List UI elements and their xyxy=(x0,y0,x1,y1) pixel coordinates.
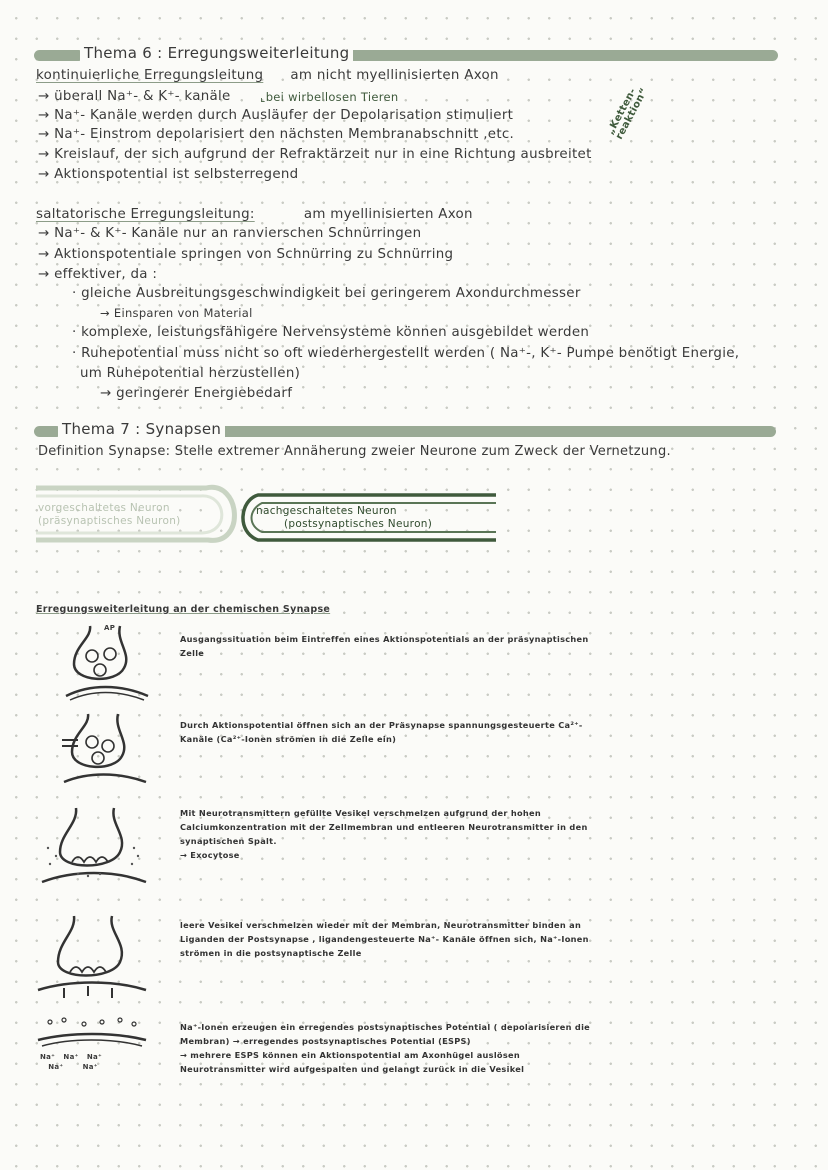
note-hook-icon: ⌞ xyxy=(260,90,266,104)
step5-text: Na⁺-Ionen erzeugen ein erregendes postsynaptisches Potential ( depolarisieren die Membran) → erregendes postsynaptisches Potential (ESPS) → mehrere ESPS können ein Aktionspotential am Axonhügel auslösen Neurotransmitter wird aufgespalten und gelangt zurück in die Vesikel xyxy=(180,1022,591,1074)
post-membrane xyxy=(64,775,146,783)
kont-line1: → überall Na⁺- & K⁺- kanäle xyxy=(38,89,231,104)
ap-label: AP xyxy=(104,624,116,632)
pre-neuron-sub: (präsynaptisches Neuron) xyxy=(38,515,181,527)
pre-neuron-label xyxy=(38,502,181,528)
post-neuron-name: nachgeschaltetes Neuron xyxy=(256,505,397,517)
step2-text: Durch Aktionspotential öffnen sich an der Präsynapse spannungsgesteuerte Ca²⁺-Kanäle (Ca²⁺-Ionen strömen in die Zelle ein) xyxy=(180,720,583,744)
step2-drawing xyxy=(58,712,158,792)
salt-bullet3c: → geringerer Energiebedarf xyxy=(100,386,293,401)
post-membrane-inner xyxy=(70,693,144,701)
post-neuron-label xyxy=(256,505,432,531)
salt-line1: → Na⁺- & K⁺- Kanäle nur an ranvierschen Schnürringen xyxy=(38,226,422,241)
step5-drawing xyxy=(34,1016,150,1056)
post-membrane xyxy=(38,983,146,991)
salt-bullet3b: um Ruhepotential herzustellen) xyxy=(80,366,301,381)
pre-terminal xyxy=(74,626,126,679)
salt-heading: saltatorische Erregungsleitung: xyxy=(36,207,255,222)
salt-heading-line xyxy=(36,207,473,222)
step3-drawing xyxy=(38,804,150,894)
kont-line2: → Na⁺- Kanäle werden durch Ausläufer der Depolarisation stimuliert xyxy=(38,108,514,123)
synapse-definition: Definition Synapse: Stelle extremer Annäherung zweier Neurone zum Zweck der Vernetzung. xyxy=(38,444,671,459)
na-ion: Na⁺ xyxy=(48,1063,64,1071)
na-ion: Na⁺ xyxy=(63,1053,79,1061)
salt-bullet1a: → Einsparen von Material xyxy=(100,306,253,320)
calcium-channel xyxy=(62,740,78,746)
vesicle xyxy=(102,740,114,752)
na-ion: Na⁺ xyxy=(82,1063,98,1071)
step3-text: Mit Neurotransmittern gefüllte Vesikel verschmelzen aufgrund der hohen Calciumkonzentration mit der Zellmembran und entleeren Neurotransmitter in den synaptischen Spalt. → Exocytose xyxy=(180,808,588,860)
merged-vesicles xyxy=(70,967,106,972)
kont-heading-line xyxy=(36,68,499,83)
post-neuron-sub: (postsynaptisches Neuron) xyxy=(284,518,433,530)
step4-text: leere Vesikel verschmelzen wieder mit der Membran, Neurotransmitter binden an Liganden der Postsynapse , ligandengesteuerte Na⁺- Kanäle öffnen sich, Na⁺-Ionen strömen in die postsynaptische Zelle xyxy=(180,920,589,958)
na-ion: Na⁺ xyxy=(86,1053,102,1061)
vesicle xyxy=(94,664,106,676)
salt-line2: → Aktionspotentiale springen von Schnürring zu Schnürring xyxy=(38,247,454,262)
step4-drawing xyxy=(34,912,150,1008)
kont-line5: → Aktionspotential ist selbsterregend xyxy=(38,167,299,182)
salt-bullet2: · komplexe, leistungsfähigere Nervensysteme können ausgebildet werden xyxy=(72,325,590,340)
kont-heading: kontinuierliche Erregungsleitung xyxy=(36,68,264,83)
vesicle xyxy=(86,736,98,748)
neurotransmitter-dots xyxy=(48,1018,136,1026)
salt-line3: → effektiver, da : xyxy=(38,267,158,282)
side-note-kettenreaktion: „Ketten- reaktion“ xyxy=(605,86,651,142)
kont-line4: → Kreislauf, der sich aufgrund der Refraktärzeit nur in eine Richtung ausbreitet xyxy=(38,147,592,162)
title-bar-left xyxy=(34,50,84,61)
ligand-channels xyxy=(64,986,112,998)
na-ion-labels xyxy=(40,1052,130,1072)
na-ion: Na⁺ xyxy=(40,1053,56,1061)
thema7-title: Thema 7 : Synapsen xyxy=(58,420,225,438)
salt-tail: am myellinisierten Axon xyxy=(303,207,473,222)
step1-drawing xyxy=(60,624,160,704)
title-bar-right xyxy=(330,50,778,61)
chem-heading: Erregungsweiterleitung an der chemischen Synapse xyxy=(36,604,331,615)
post-membrane xyxy=(42,873,146,882)
kont-tail: am nicht myellinisierten Axon xyxy=(290,68,499,83)
salt-bullet1: · gleiche Ausbreitungsgeschwindigkeit bei geringerem Axondurchmesser xyxy=(72,286,581,301)
kont-note xyxy=(260,90,398,104)
pre-neuron-name: vorgeschaltetes Neuron xyxy=(38,502,170,514)
kont-note-text: bei wirbellosen Tieren xyxy=(265,90,399,104)
vesicle xyxy=(86,650,98,662)
post-membrane-inner xyxy=(42,1040,142,1046)
post-membrane xyxy=(38,1034,146,1040)
thema6-title: Thema 6 : Erregungsweiterleitung xyxy=(80,44,353,62)
step1-text: Ausgangssituation beim Eintreffen eines Aktionspotentials an der präsynaptischen Zelle xyxy=(180,634,589,658)
title-bar-right-7 xyxy=(214,426,776,437)
vesicle xyxy=(104,648,116,660)
post-membrane xyxy=(66,687,148,696)
kont-line3: → Na⁺- Einstrom depolarisiert den nächsten Membranabschnitt ,etc. xyxy=(38,127,515,142)
fusing-vesicles xyxy=(72,857,108,862)
salt-bullet3: · Ruhepotential muss nicht so oft wiederhergestellt werden ( Na⁺-, K⁺- Pumpe benötigt Energie, xyxy=(72,346,740,361)
vesicle xyxy=(92,752,104,764)
